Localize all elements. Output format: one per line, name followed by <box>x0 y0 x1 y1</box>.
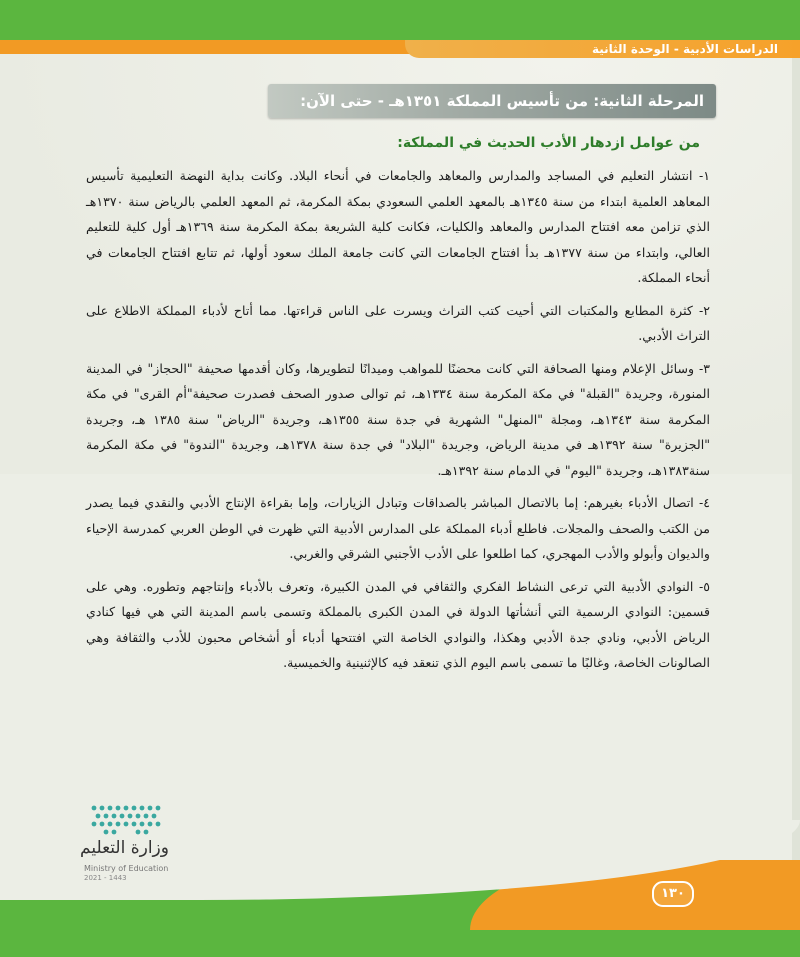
logo-year-text: 2021 - 1443 <box>84 874 127 882</box>
paragraph-4: ٤- اتصال الأدباء بغيرهم: إما بالاتصال المباشر بالصداقات وتبادل الزيارات، وإما بقراءة الإنتاج الأدبي والنقدي فيما يصدر من الكتب والصحف والمجلات. فاطلع أدباء المملكة على المدارس الأدبية التي ظهرت في الوطن العربي كمدرسة الإحياء والديوان وأبولو والأدب المهجري، كما اطلعوا على الأدب الأجنبي الشرقي والغربي. <box>86 495 710 561</box>
unit-header-bar <box>405 40 800 58</box>
logo-english-text: Ministry of Education <box>84 864 169 873</box>
paragraph-5: ٥- النوادي الأدبية التي ترعى النشاط الفكري والثقافي في المدن الكبيرة، وتعرف بالأدباء وإنتاجهم وتطوره. وهي على قسمين: النوادي الرسمية التي أنشأتها الدولة في المدن الكبرى بالمملكة وتسمى باسم المدينة التي هي فيها كنادي الرياض الأدبي، ونادي جدة الأدبي وهكذا، والنوادي الخاصة التي افتتحها أدباء أو أشخاص محبون للأدب والثقافة وهي الصالونات الخاصة، وغالبًا ما تسمى باسم اليوم الذي تنعقد فيه كالإثنينية والخميسية. <box>86 578 710 670</box>
logo-arabic-text: وزارة التعليم <box>80 838 169 858</box>
subheading: من عوامل ازدهار الأدب الحديث في المملكة: <box>397 135 700 151</box>
page-number: ١٣٠ <box>652 881 694 907</box>
section-title: المرحلة الثانية: من تأسيس المملكة ١٣٥١هـ - حتى الآن: <box>300 92 704 110</box>
paragraph-3: ٣- وسائل الإعلام ومنها الصحافة التي كانت محضنًا للمواهب وميدانًا لتطويرها، وكان أقدمها صحيفة "الحجاز" في المدينة المنورة، وجريدة "القبلة" في مكة المكرمة سنة ١٣٣٤هـ، ثم توالى صدور الصحف فصدرت صحيفة"أم القرى" في مكة المكرمة سنة ١٣٤٣هـ، ومجلة "المنهل" الشهرية في جدة سنة ١٣٥٥هـ، وجريدة "الرياض" سنة ١٣٨٥ هـ، وجريدة "الجزيرة" سنة ١٣٩٢هـ في مدينة الرياض، وجريدة "البلاد" في جدة سنة ١٣٧٨هـ، وجريدة "الندوة" في مكة المكرمة سنة١٣٨٣هـ، وجريدة "اليوم" في الدمام سنة ١٣٩٢هـ. <box>86 360 710 478</box>
paragraph-2: ٢- كثرة المطابع والمكتبات التي أحيت كتب التراث ويسرت على الناس قراءتها. مما أتاح لأدباء المملكة الاطلاع على التراث الأدبي. <box>86 302 710 343</box>
logo-dots-icon <box>88 800 168 836</box>
paragraph-1: ١- انتشار التعليم في المساجد والمدارس والمعاهد والجامعات في أنحاء البلاد. وكانت بداية النهضة التعليمية تأسيس المعاهد العلمية ابتداء من سنة ١٣٤٥هـ بالمعهد العلمي السعودي بمكة المكرمة، ثم المعهد العلمي بالرياض سنة ١٣٧٠هـ الذي تزامن معه افتتاح المدارس والمعاهد والكليات، فكانت كلية الشريعة بمكة المكرمة سنة ١٣٦٩هـ أول كلية للتعليم العالي، وابتداء من سنة ١٣٧٧هـ بدأ افتتاح الجامعات التي كانت جامعة الملك سعود أولها، ثم تتابع افتتاح الجامعات في أنحاء المملكة. <box>86 168 711 285</box>
section-title-bar <box>268 84 716 118</box>
top-green-band <box>0 0 800 40</box>
body-text <box>86 163 710 683</box>
ministry-logo <box>40 800 170 880</box>
page-edge <box>792 54 800 874</box>
unit-title: الدراسات الأدبية - الوحدة الثانية <box>591 42 778 56</box>
